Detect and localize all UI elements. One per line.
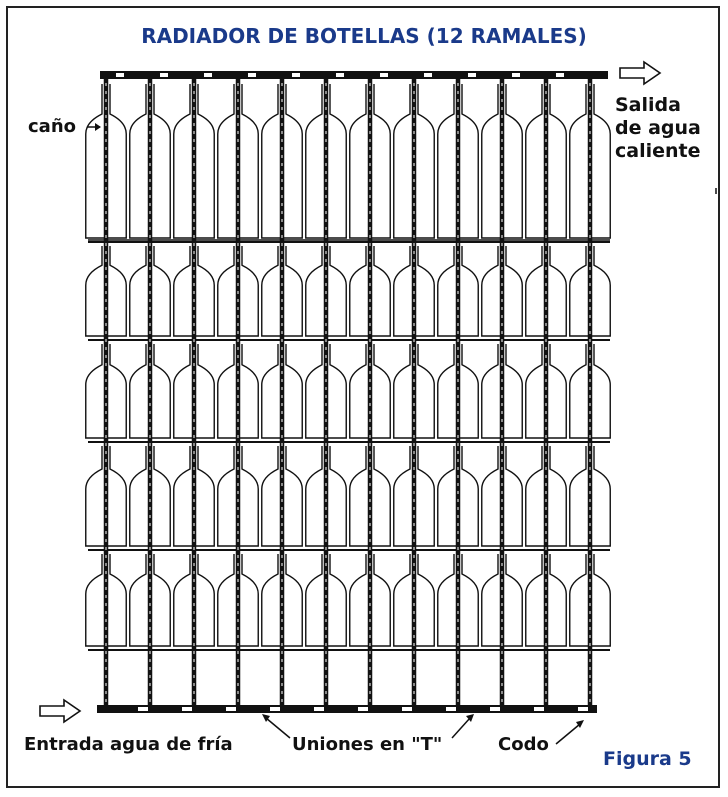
tee-leader-line <box>266 718 290 738</box>
outlet-arrow <box>620 62 660 84</box>
outlet-label-line-2: de agua <box>615 117 701 139</box>
diagram-title: RADIADOR DE BOTELLAS (12 RAMALES) <box>141 24 587 48</box>
tee-joint <box>380 73 388 77</box>
tee-joint <box>248 73 256 77</box>
tee-joint <box>160 73 168 77</box>
cold-water-inlet-label: Entrada agua de fría <box>24 734 233 755</box>
elbow-leader-line <box>556 724 580 744</box>
tee-joint <box>336 73 344 77</box>
top-header-pipe <box>100 71 608 79</box>
tee-joint <box>314 707 324 711</box>
tee-joint <box>424 73 432 77</box>
hot-water-outlet-label <box>615 94 701 163</box>
tee-joint <box>182 707 192 711</box>
bottle-grid <box>86 84 610 650</box>
tee-joint <box>116 73 124 77</box>
outlet-label-line-3: caliente <box>615 140 701 162</box>
tee-joint <box>138 707 148 711</box>
tee-joint <box>446 707 456 711</box>
tee-joint <box>270 707 280 711</box>
tee-joint <box>534 707 544 711</box>
pipe-label: caño <box>28 116 76 137</box>
inlet-arrow <box>40 700 80 722</box>
tee-joint <box>358 707 368 711</box>
tee-joint <box>204 73 212 77</box>
tee-joint <box>292 73 300 77</box>
figure-number-label: Figura 5 <box>603 748 692 770</box>
pipe-markers <box>40 62 716 744</box>
outlet-label-line-1: Salida <box>615 94 681 116</box>
tee-joint <box>402 707 412 711</box>
elbow-label: Codo <box>498 734 549 755</box>
tee-joint <box>226 707 236 711</box>
tee-joint <box>468 73 476 77</box>
tee-joints-label: Uniones en "T" <box>292 734 443 755</box>
tee-joint <box>512 73 520 77</box>
pipe-leader-arrowhead <box>95 123 101 131</box>
tee-leader-line <box>452 718 470 738</box>
tee-joint <box>490 707 500 711</box>
tee-joint <box>578 707 588 711</box>
tee-joint <box>556 73 564 77</box>
bottom-header-pipe <box>97 705 597 713</box>
